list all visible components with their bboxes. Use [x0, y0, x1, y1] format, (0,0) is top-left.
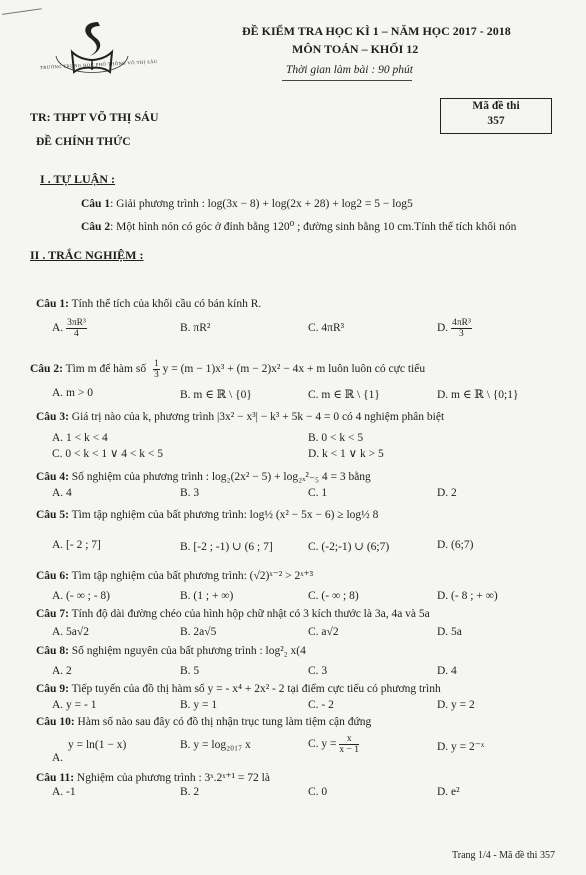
- mc-q6: [36, 568, 313, 582]
- exam-code-box: [440, 98, 552, 134]
- mc-q11-label: Câu 11:: [36, 772, 75, 784]
- fraction-numerator: 1: [153, 359, 159, 369]
- mc-q3-option-a: A. 1 < k < 4: [52, 432, 108, 444]
- mc-q2: [30, 359, 425, 380]
- mc-q8-option-a: A. 2: [52, 665, 72, 677]
- essay-q1: [81, 198, 413, 210]
- mc-q1-option-a: [52, 318, 87, 339]
- mc-q2-text-end: luôn luôn có cực tiểu: [328, 363, 426, 376]
- mc-q11-option-d: D. e²: [437, 786, 460, 798]
- essay-q2: [81, 219, 516, 233]
- mc-q8-option-c: C. 3: [308, 665, 328, 677]
- mc-q6-label: Câu 6:: [36, 570, 69, 582]
- mc-q7-option-b: B. 2a√5: [180, 626, 217, 638]
- school-logo-icon: [42, 16, 142, 88]
- part1-title: I . TỰ LUẬN :: [40, 172, 116, 186]
- mc-q3-text: Giá trị nào của k, phương trình |3x² − x³| − k³ + 5k − 4 = 0 có 4 nghiệm phân biệt: [71, 411, 445, 423]
- mc-q9-option-d: D. y = 2: [437, 699, 475, 711]
- fraction-numerator: 3πR³: [67, 318, 86, 328]
- fraction-numerator: x: [339, 734, 359, 745]
- essay-q1-label: Câu 1: [81, 198, 111, 210]
- mc-q4-label: Câu 4:: [36, 471, 69, 483]
- mc-q7: [36, 608, 430, 620]
- mc-q9-text: Tiếp tuyến của đồ thị hàm số y = - x⁴ + 2x² - 2 tại điểm cực tiểu có phương trình: [71, 683, 441, 695]
- mc-q5-option-a: A. [- 2 ; 7]: [52, 539, 101, 551]
- essay-q2-label: Câu 2: [81, 221, 111, 233]
- mc-q1-option-b: B. πR²: [180, 322, 211, 334]
- mc-q2-option-a: A. m > 0: [52, 387, 93, 399]
- mc-q8-option-b: B. 5: [180, 665, 200, 677]
- mc-q5: [36, 509, 378, 521]
- time-line: Thời gian làm bài : 90 phút: [286, 64, 413, 76]
- option-letter: A.: [52, 322, 64, 335]
- mc-q9: [36, 683, 441, 695]
- option-letter: D.: [437, 322, 449, 335]
- mc-q2-option-d: D. m ∈ ℝ \ {0;1}: [437, 389, 519, 401]
- mc-q9-option-c: C. - 2: [308, 699, 334, 711]
- logo-caption: TRƯỜNG TRUNG HỌC PHỔ THÔNG VÕ THỊ SÁU: [39, 58, 158, 71]
- mc-q1-option-c: C. 4πR³: [308, 322, 345, 334]
- header-rule: [282, 80, 412, 81]
- mc-q6-option-b: B. (1 ; + ∞): [180, 590, 234, 602]
- mc-q10-text: Hàm số nào sau đây có đồ thị nhận trục tung làm tiệm cận đứng: [77, 716, 372, 728]
- mc-q2-option-b: B. m ∈ ℝ \ {0}: [180, 389, 252, 401]
- mc-q3-option-c: C. 0 < k < 1 ∨ 4 < k < 5: [52, 448, 164, 460]
- mc-q6-text: Tìm tập nghiệm của bất phương trình: (√2)ˣ⁻² > 2ˣ⁺³: [71, 570, 314, 582]
- page-footer: Trang 1/4 - Mã đề thi 357: [452, 850, 555, 861]
- mc-q3-option-d: D. k < 1 ∨ k > 5: [308, 448, 384, 460]
- mc-q5-text: Tìm tập nghiệm của bất phương trình: log½ (x² − 5x − 6) ≥ log½ 8: [71, 509, 379, 521]
- mc-q9-label: Câu 9:: [36, 683, 69, 695]
- mc-q7-label: Câu 7:: [36, 608, 69, 620]
- mc-q11: [36, 770, 270, 784]
- mc-q6-option-d: D. (- 8 ; + ∞): [437, 590, 498, 602]
- mc-q4: [36, 469, 371, 483]
- mc-q4-option-a: A. 4: [52, 487, 72, 499]
- mc-q9-option-a: A. y = - 1: [52, 699, 97, 711]
- mc-q8-option-d: D. 4: [437, 665, 457, 677]
- subject-line: MÔN TOÁN – KHỐI 12: [292, 42, 419, 56]
- mc-q3-label: Câu 3:: [36, 411, 69, 423]
- mc-q3: [36, 411, 444, 423]
- mc-q11-option-a: A. -1: [52, 786, 76, 798]
- mc-q7-option-c: C. a√2: [308, 626, 339, 638]
- mc-q8: [36, 645, 306, 657]
- mc-q9-option-b: B. y = 1: [180, 699, 218, 711]
- mc-q1: [36, 298, 261, 310]
- mc-q2-text: Tìm m để hàm số: [65, 363, 147, 376]
- mc-q10: [36, 716, 371, 728]
- mc-q11-text: Nghiệm của phương trình : 3ˣ.2ˣ⁺¹ = 72 là: [76, 772, 270, 784]
- mc-q6-option-c: C. (- ∞ ; 8): [308, 590, 359, 602]
- mc-q10-option-a: y = ln(1 − x): [68, 739, 127, 751]
- exam-code-label: Mã đề thi: [472, 100, 520, 112]
- mc-q3-option-b: B. 0 < k < 5: [308, 432, 364, 444]
- mc-q5-option-c: C. (-2;-1) ∪ (6;7): [308, 541, 390, 553]
- mc-q11-option-c: C. 0: [308, 786, 328, 798]
- mc-q5-option-d: D. (6;7): [437, 539, 474, 551]
- mc-q10-label: Câu 10:: [36, 716, 75, 728]
- fraction-denominator: x − 1: [339, 745, 360, 755]
- mc-q5-option-b: B. [-2 ; -1) ∪ (6 ; 7]: [180, 541, 273, 553]
- school-name: TR: THPT VÕ THỊ SÁU: [30, 110, 159, 124]
- fraction-denominator: 3: [459, 329, 464, 339]
- mc-q4-option-c: C. 1: [308, 487, 328, 499]
- fraction-numerator: 4πR³: [452, 318, 471, 328]
- mc-q6-option-a: A. (- ∞ ; - 8): [52, 590, 111, 602]
- essay-q2-text: : Một hình nón có góc ở đỉnh bằng 120⁰ ; đường sinh bằng 10 cm.Tính thể tích khối nón: [110, 221, 517, 233]
- mc-q7-text: Tính độ dài đường chéo của hình hộp chữ nhật có 3 kích thước là 3a, 4a và 5a: [71, 608, 430, 620]
- exam-title: ĐỀ KIỂM TRA HỌC KÌ 1 – NĂM HỌC 2017 - 2018: [242, 24, 511, 38]
- mc-q5-label: Câu 5:: [36, 509, 69, 521]
- mc-q2-function: y = (m − 1)x³ + (m − 2)x² − 4x + m: [162, 363, 326, 376]
- mc-q1-option-d: [437, 318, 472, 339]
- mc-q10-option-a-letter: A.: [52, 752, 64, 764]
- fraction-denominator: 4: [74, 329, 79, 339]
- mc-q8-label: Câu 8:: [36, 645, 69, 657]
- mc-q4-text: Số nghiệm của phương trình : log₂(2x² − 5) + log₂ₓ²₋₅ 4 = 3 bằng: [71, 471, 371, 483]
- option-letter: C. y =: [308, 738, 337, 751]
- mc-q8-text: Số nghiệm nguyên của bất phương trình : log²₂ x(4: [71, 645, 306, 657]
- mc-q4-option-b: B. 3: [180, 487, 200, 499]
- mc-q1-label: Câu 1:: [36, 298, 69, 310]
- mc-q10-option-c: [308, 734, 359, 755]
- mc-q7-option-d: D. 5a: [437, 626, 462, 638]
- mc-q2-option-c: C. m ∈ ℝ \ {1}: [308, 389, 380, 401]
- official-label: ĐỀ CHÍNH THỨC: [36, 136, 131, 148]
- exam-code-value: 357: [487, 115, 505, 127]
- mc-q11-option-b: B. 2: [180, 786, 200, 798]
- part2-title: II . TRẮC NGHIỆM :: [30, 248, 144, 262]
- mc-q1-text: Tính thể tích của khối cầu có bán kính R.: [71, 298, 262, 310]
- fraction-denominator: 3: [153, 370, 159, 380]
- mc-q10-option-d: D. y = 2⁻ˣ: [437, 741, 485, 753]
- mc-q10-option-b: B. y = log₂₀₁₇ x: [180, 739, 251, 751]
- scan-corner-mark: [0, 0, 42, 15]
- mc-q7-option-a: A. 5a√2: [52, 626, 89, 638]
- essay-q1-text: : Giải phương trình : log(3x − 8) + log(2x + 28) + log2 = 5 − log5: [110, 198, 413, 210]
- mc-q2-label: Câu 2:: [30, 363, 63, 376]
- mc-q4-option-d: D. 2: [437, 487, 457, 499]
